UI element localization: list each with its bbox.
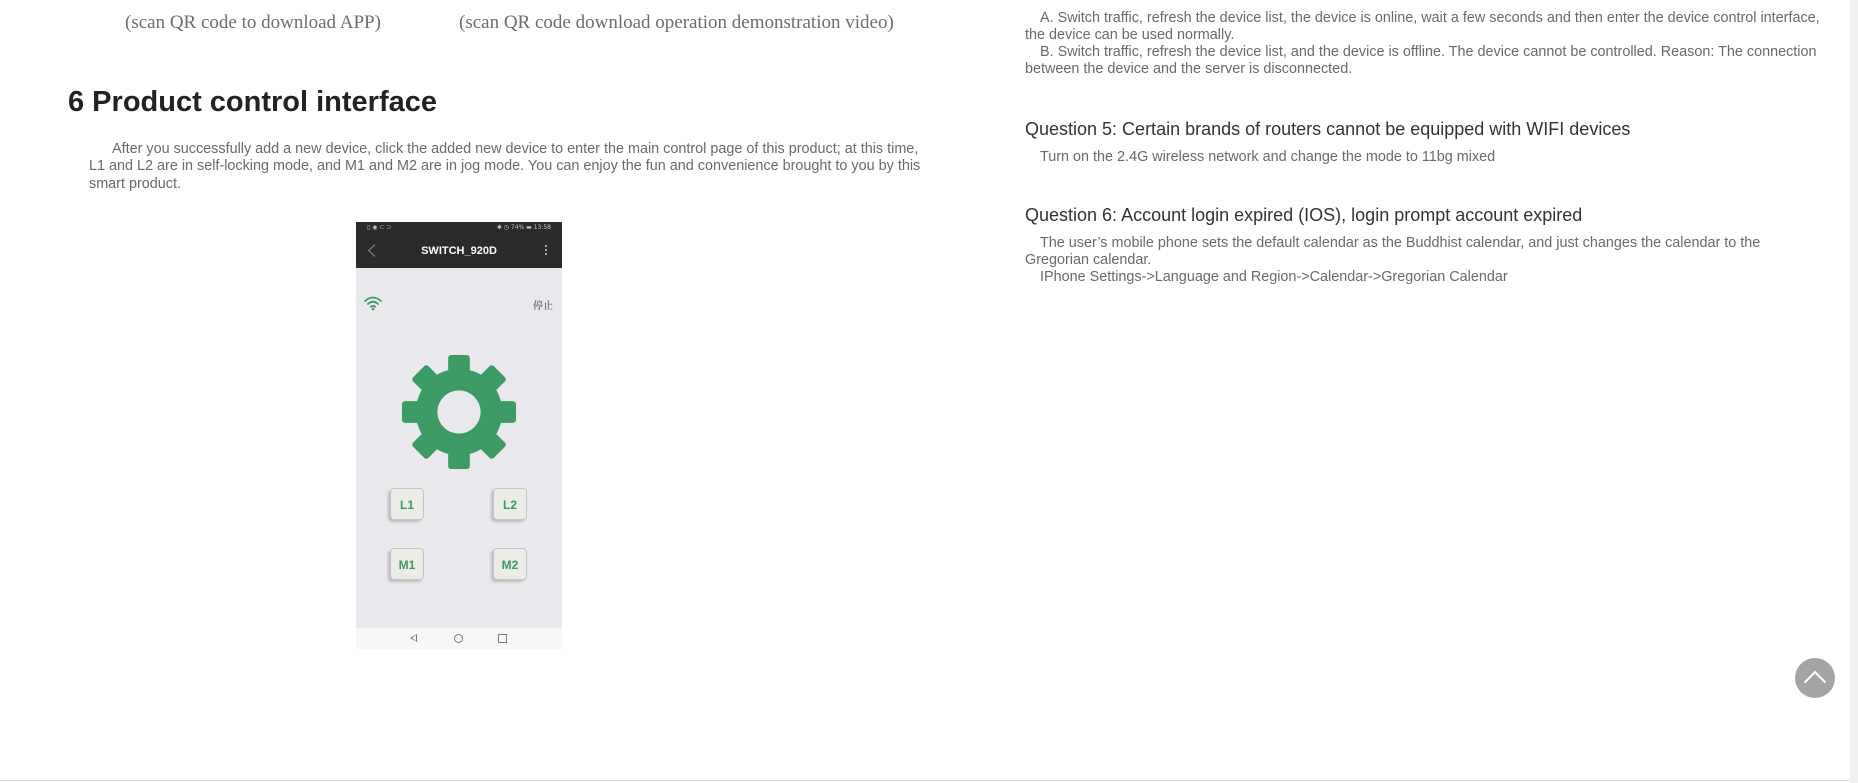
nav-home-icon — [454, 634, 463, 643]
status-icons-left: ▯ ◉ ⊂ ⊃ — [367, 224, 392, 231]
status-icons-right: ✱ ◷ 74% ▬ 13:58 — [496, 224, 551, 231]
qr-caption-video: (scan QR code download operation demonstration video) — [459, 12, 894, 33]
question-6-answer-2: IPhone Settings->Language and Region->Calendar->Gregorian Calendar — [1040, 269, 1508, 285]
scrollbar[interactable] — [1850, 0, 1858, 783]
l1-button: L1 — [390, 488, 424, 520]
m1-button: M1 — [390, 548, 424, 580]
q4-answer-b: B. Switch traffic, refresh the device list, and the device is offline. The device cannot be controlled. Reason: The connection between the device and the server is disconnected. — [1025, 44, 1817, 78]
question-5-heading: Question 5: Certain brands of routers cannot be equipped with WIFI devices — [1025, 119, 1631, 139]
q4-answer-a: A. Switch traffic, refresh the device list, the device is online, wait a few seconds and then enter the device control interface, the device can be used normally. — [1025, 10, 1820, 44]
phone-screenshot — [356, 222, 562, 649]
divider — [0, 780, 1850, 781]
gear-icon — [400, 353, 518, 471]
phone-title-bar — [356, 234, 562, 268]
scroll-to-top-button[interactable] — [1795, 658, 1835, 698]
nav-recent-icon — [498, 634, 507, 643]
section-heading: 6 Product control interface — [68, 86, 438, 118]
stop-label: 停止 — [533, 301, 553, 312]
phone-title: SWITCH_920D — [421, 245, 497, 257]
question-6-heading: Question 6: Account login expired (IOS), login prompt account expired — [1025, 205, 1583, 225]
m2-button: M2 — [493, 548, 527, 580]
l2-button: L2 — [493, 488, 527, 520]
chevron-up-icon — [1804, 671, 1827, 694]
qr-caption-app: (scan QR code to download APP) — [125, 12, 381, 33]
question-5-answer: Turn on the 2.4G wireless network and change the mode to 11bg mixed — [1040, 149, 1496, 165]
section-paragraph: After you successfully add a new device, click the added new device to enter the main control page of this product; at this time, L1 and L2 are in self-locking mode, and M1 and M2 are in jog mode. You can enjoy the fun and convenience brought to you by this smart product. — [89, 141, 921, 192]
more-options-icon — [545, 245, 548, 257]
nav-back-icon — [410, 634, 417, 642]
phone-status-bar — [356, 222, 562, 234]
question-6-answer-1: The user’s mobile phone sets the default calendar as the Buddhist calendar, and just changes the calendar to the Gregorian calendar. — [1025, 235, 1761, 269]
wifi-icon — [364, 295, 382, 311]
phone-nav-bar — [356, 628, 562, 649]
